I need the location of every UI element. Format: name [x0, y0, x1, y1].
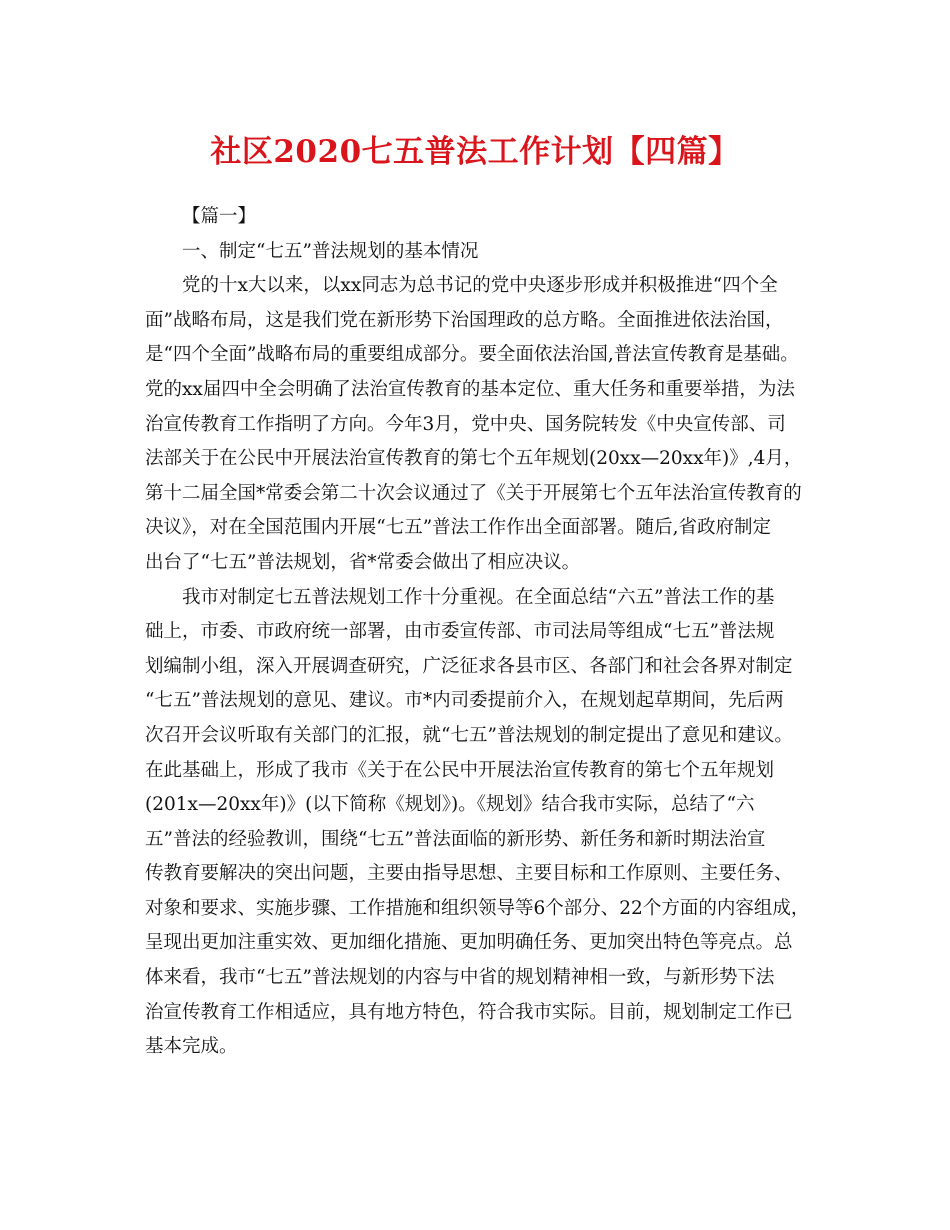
paragraph-line: 第十二届全国*常委会第二十次会议通过了《关于开展第七个五年法治宣传教育的 — [145, 482, 802, 504]
paragraph-line: 出台了“七五”普法规划，省*常委会做出了相应决议。 — [145, 551, 581, 573]
paragraph-line: 是“四个全面”战略布局的重要组成部分。要全面依法治国,普法宣传教育是基础。 — [145, 344, 799, 366]
paragraph-line: 础上，市委、市政府统一部署，由市委宣传部、市司法局等组成“七五”普法规 — [145, 621, 775, 643]
paragraph-line: 划编制小组，深入开展调查研究，广泛征求各县市区、各部门和社会各界对制定 — [145, 655, 793, 677]
paragraph-2 — [145, 581, 810, 1065]
paragraph-line: 党的xx届四中全会明确了法治宣传教育的基本定位、重大任务和重要举措，为法 — [145, 378, 795, 400]
document-body — [145, 200, 810, 1065]
paragraph-line: 法部关于在公民中开展法治宣传教育的第七个五年规划(20xx—20xx年)》,4月， — [145, 448, 803, 470]
paragraph-line: 决议》，对在全国范围内开展“七五”普法工作作出全面部署。随后,省政府制定 — [145, 517, 772, 539]
paragraph-1 — [145, 269, 810, 580]
paragraph-line: 传教育要解决的突出问题，主要由指导思想、主要目标和工作原则、主要任务、 — [145, 863, 793, 885]
paragraph-line: 体来看，我市“七五”普法规划的内容与中省的规划精神相一致，与新形势下法 — [145, 967, 775, 989]
paragraph-line: 面”战略布局，这是我们党在新形势下治国理政的总方略。全面推进依法治国， — [145, 309, 784, 331]
section-label — [145, 200, 810, 235]
paragraph-line: (201x—20xx年)》(以下简称《规划》)。《规划》结合我市实际，总结了“六 — [145, 794, 755, 816]
paragraph-line: 呈现出更加注重实效、更加细化措施、更加明确任务、更加突出特色等亮点。总 — [145, 932, 793, 954]
paragraph-line: 我市对制定七五普法规划工作十分重视。在全面总结“六五”普法工作的基 — [182, 586, 775, 608]
paragraph-line: 党的十x大以来，以xx同志为总书记的党中央逐步形成并积极推进“四个全 — [182, 275, 778, 297]
paragraph-line: 五”普法的经验教训，围绕“七五”普法面临的新形势、新任务和新时期法治宣 — [145, 828, 766, 850]
paragraph-line: 在此基础上，形成了我市《关于在公民中开展法治宣传教育的第七个五年规划 — [145, 759, 775, 781]
paragraph-line: 对象和要求、实施步骤、工作措施和组织领导等6个部分、22个方面的内容组成， — [145, 897, 810, 919]
paragraph-line: 基本完成。 — [145, 1036, 238, 1058]
subheading-text: 一、制定“七五”普法规划的基本情况 — [182, 240, 479, 262]
section-label-text: 【篇一】 — [182, 206, 257, 227]
paragraph-line: 次召开会议听取有关部门的汇报，就“七五”普法规划的制定提出了意见和建议。 — [145, 724, 793, 746]
paragraph-line: “七五”普法规划的意见、建议。市*内司委提前介入，在规划起草期间，先后两 — [145, 690, 784, 712]
paragraph-line: 治宣传教育工作相适应，具有地方特色，符合我市实际。目前，规划制定工作已 — [145, 1001, 793, 1023]
paragraph-line: 治宣传教育工作指明了方向。今年3月，党中央、国务院转发《中央宣传部、司 — [145, 413, 786, 435]
subheading — [145, 235, 810, 270]
document-title: 社区2020七五普法工作计划【四篇】 — [210, 134, 740, 170]
